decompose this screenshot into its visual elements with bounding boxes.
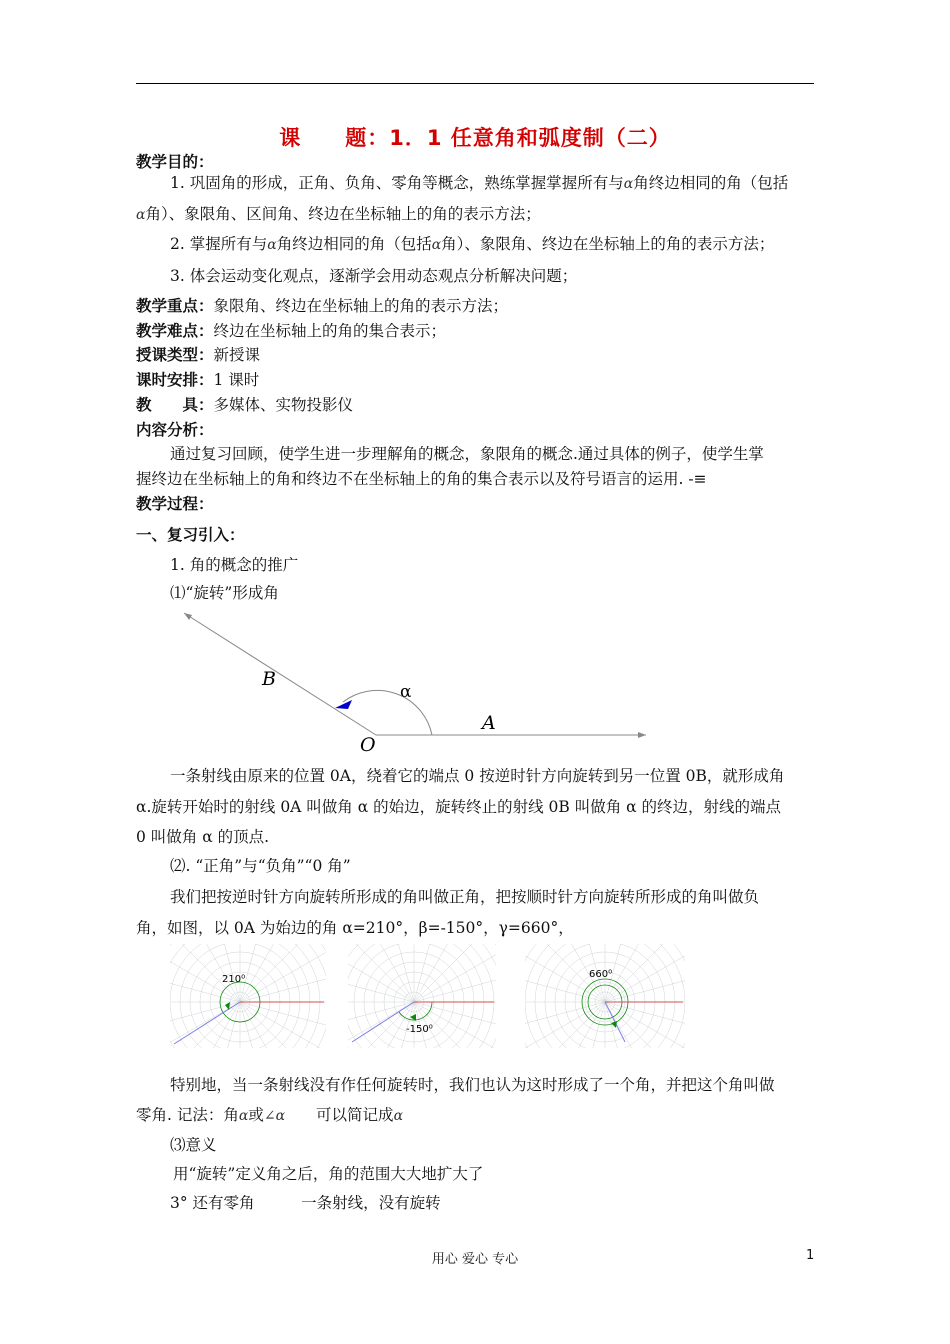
ray-OB <box>184 613 376 735</box>
meaning-line-1: 用“旋转”定义角之后，角的范围大大地扩大了 <box>173 1165 484 1183</box>
difficulties: 教学难点：终边在坐标轴上的角的集合表示； <box>136 322 447 340</box>
objectives-heading: 教学目的： <box>136 153 214 171</box>
lesson-type: 授课类型：新授课 <box>136 346 261 364</box>
section-review-intro: 一、复习引入： <box>136 526 245 544</box>
key-points: 教学重点：象限角、终边在坐标轴上的角的表示方法； <box>136 297 509 315</box>
objective-3: 3. 体会运动变化观点，逐渐学会用动态观点分析解决问题； <box>170 267 578 285</box>
polar-grid <box>170 944 326 1048</box>
teaching-tools: 教 具：多媒体、实物投影仪 <box>136 396 354 414</box>
zero-angle-line-2: 零角. 记法：角α或∠α 可以简记成α <box>136 1106 404 1124</box>
item-rotation-forms-angle: ⑴“旋转”形成角 <box>170 584 279 602</box>
objective-2: 2. 掌握所有与α角终边相同的角（包括α角）、象限角、终边在坐标轴上的角的表示方法； <box>170 235 775 253</box>
ray-OA-arrowhead <box>638 732 646 738</box>
label-O: O <box>360 734 376 755</box>
item-positive-negative-zero: ⑵. “正角”与“负角”“0 角” <box>170 857 351 875</box>
rotation-arc <box>343 690 432 735</box>
objective-1-line-2: α角）、象限角、区间角、终边在坐标轴上的角的表示方法； <box>136 205 541 223</box>
angle-label: 660⁰ <box>589 969 613 980</box>
meaning-line-2: 3° 还有零角 一条射线，没有旋转 <box>170 1194 441 1212</box>
polar-figure-660 <box>525 944 685 1048</box>
item-meaning: ⑶意义 <box>170 1136 217 1154</box>
angle-label: 210⁰ <box>222 974 246 985</box>
page-number: 1 <box>806 1248 815 1263</box>
header-rule <box>136 83 814 84</box>
angle-label: -150⁰ <box>406 1024 433 1035</box>
rotation-desc-line-2: α.旋转开始时的射线 0A 叫做角 α 的始边，旋转终止的射线 0B 叫做角 α 的终边，射线的端点 <box>136 798 782 816</box>
ray-OB-arrowhead <box>184 613 192 620</box>
polar-figure-neg150 <box>348 944 496 1048</box>
page-footer: 用心 爱心 专心 <box>431 1252 519 1267</box>
label-alpha: α <box>400 682 412 702</box>
content-analysis-line-2: 握终边在坐标轴上的角和终边不在坐标轴上的角的集合表示以及符号语言的运用. -≡ <box>136 470 707 488</box>
lesson-hours: 课时安排：1 课时 <box>136 371 260 389</box>
objective-1-line-1: 1. 巩固角的形成，正角、负角、零角等概念，熟练掌握掌握所有与α角终边相同的角（包括 <box>170 174 789 192</box>
zero-angle-line-1: 特别地，当一条射线没有作任何旋转时，我们也认为这时形成了一个角，并把这个角叫做 <box>170 1076 775 1094</box>
label-B: B <box>262 668 276 690</box>
sign-desc-line-2: 角，如图，以 0A 为始边的角 α=210°，β=-150°，γ=660°， <box>136 919 574 937</box>
rotation-angle-figure <box>170 605 660 755</box>
content-analysis-line-1: 通过复习回顾，使学生进一步理解角的概念，象限角的概念.通过具体的例子，使学生掌 <box>170 445 764 463</box>
rotation-desc-line-3: 0 叫做角 α 的顶点. <box>136 828 270 846</box>
page-title: 课 题：1．1 任意角和弧度制（二） <box>279 126 671 150</box>
rotation-desc-line-1: 一条射线由原来的位置 0A，绕着它的端点 0 按逆时针方向旋转到另一位置 0B，就形成角 <box>170 767 785 785</box>
polar-grid <box>525 944 685 1048</box>
teaching-process-heading: 教学过程： <box>136 495 214 513</box>
label-A: A <box>482 712 496 734</box>
item-angle-generalization: 1. 角的概念的推广 <box>170 556 299 574</box>
polar-figure-210 <box>170 944 326 1048</box>
sign-desc-line-1: 我们把按逆时针方向旋转所形成的角叫做正角，把按顺时针方向旋转所形成的角叫做负 <box>170 888 760 906</box>
content-analysis-heading: 内容分析： <box>136 421 214 439</box>
